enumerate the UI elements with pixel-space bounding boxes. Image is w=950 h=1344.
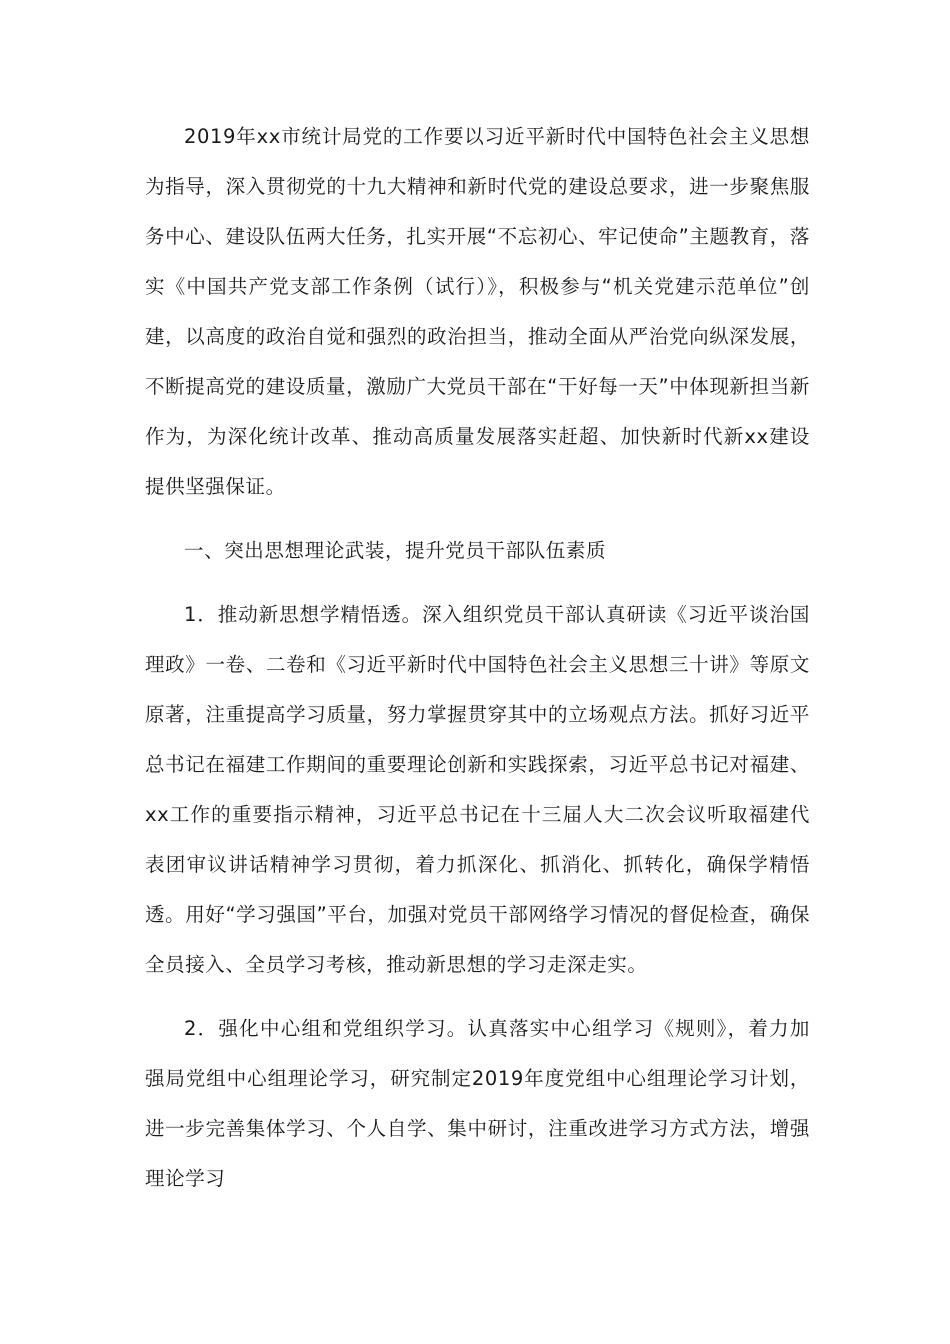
item-2-paragraph: 2．强化中心组和党组织学习。认真落实中心组学习《规则》，着力加强局党组中心组理论学习，研究制定2019年度党组中心组理论学习计划，进一步完善集体学习、个人自学、集中研讨，注重改进学习方式方法，增强理论学习	[145, 1017, 810, 1190]
section-heading: 一、突出思想理论武装，提升党员干部队伍素质	[184, 539, 607, 562]
intro-paragraph: 2019年xx市统计局党的工作要以习近平新时代中国特色社会主义思想为指导，深入贯彻党的十九大精神和新时代党的建设总要求，进一步聚焦服务中心、建设队伍两大任务，扎实开展“不忘初心、牢记使命”主题教育，落实《中国共产党支部工作条例（试行）》，积极参与“机关党建示范单位”创建，以高度的政治自觉和强烈的政治担当，推动全面从严治党向纵深发展，不断提高党的建设质量，激励广大党员干部在“干好每一天”中体现新担当新作为，为深化统计改革、推动高质量发展落实赶超、加快新时代新xx建设提供坚强保证。	[145, 125, 810, 498]
item-1-paragraph: 1．推动新思想学精悟透。深入组织党员干部认真研读《习近平谈治国理政》一卷、二卷和《习近平新时代中国特色社会主义思想三十讲》等原文原著，注重提高学习质量，努力掌握贯穿其中的立场观点方法。抓好习近平总书记在福建工作期间的重要理论创新和实践探索，习近平总书记对福建、xx工作的重要指示精神，习近平总书记在十三届人大二次会议听取福建代表团审议讲话精神学习贯彻，着力抓深化、抓消化、抓转化，确保学精悟透。用好“学习强国”平台，加强对党员干部网络学习情况的督促检查，确保全员接入、全员学习考核，推动新思想的学习走深走实。	[145, 603, 810, 976]
document-body	[145, 112, 810, 1204]
